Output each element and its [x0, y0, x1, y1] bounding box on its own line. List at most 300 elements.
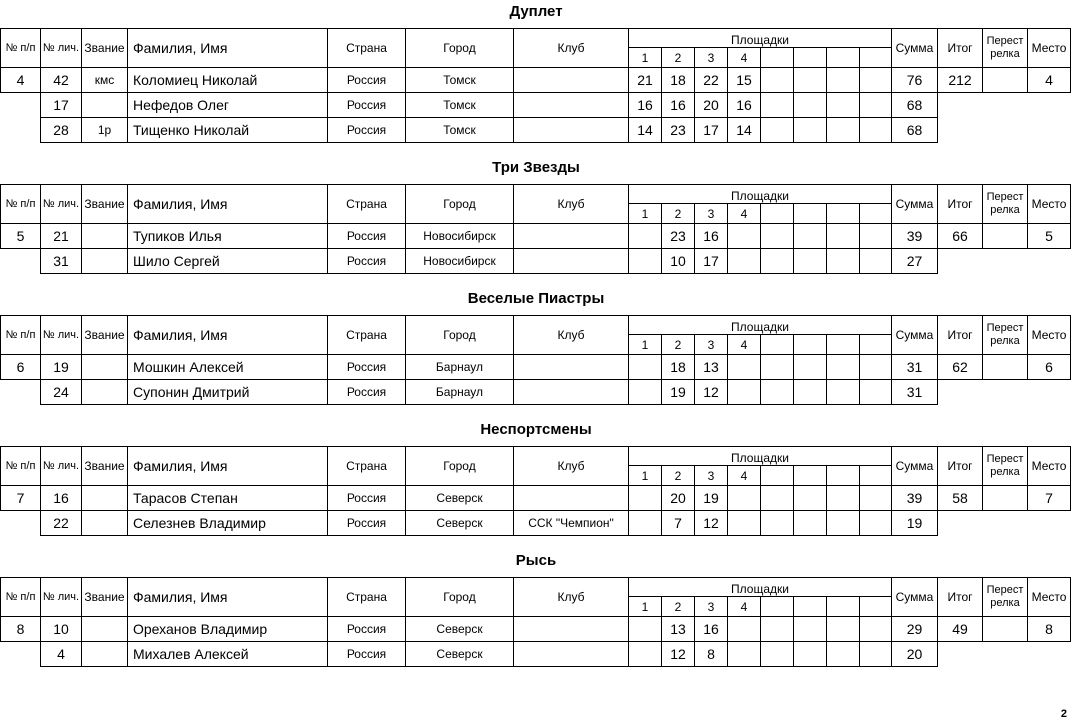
col-header-rank: Звание	[82, 578, 128, 617]
area-number	[860, 597, 892, 617]
empty-cell	[983, 511, 1028, 536]
player-club	[514, 249, 629, 274]
area-number: 4	[728, 466, 761, 486]
area-score	[794, 511, 827, 536]
player-rank	[82, 617, 128, 642]
area-score: 16	[695, 617, 728, 642]
area-score	[794, 617, 827, 642]
team-place: 8	[1028, 617, 1071, 642]
player-rank: 1р	[82, 118, 128, 143]
col-header-place: Место	[1028, 29, 1071, 68]
area-score	[728, 249, 761, 274]
player-row	[1, 118, 1071, 143]
col-header-lic: № лич.	[41, 447, 82, 486]
col-header-areas: Площадки	[629, 578, 892, 597]
col-header-name: Фамилия, Имя	[128, 29, 328, 68]
area-score	[827, 511, 860, 536]
area-score	[728, 380, 761, 405]
col-header-club: Клуб	[514, 29, 629, 68]
area-score	[860, 249, 892, 274]
player-club	[514, 68, 629, 93]
empty-cell	[1028, 118, 1071, 143]
team-reshoot	[983, 68, 1028, 93]
team-place: 7	[1028, 486, 1071, 511]
area-score	[761, 249, 794, 274]
player-row	[1, 224, 1071, 249]
col-header-total: Итог	[938, 316, 983, 355]
area-score	[794, 486, 827, 511]
area-number: 3	[695, 466, 728, 486]
empty-cell	[1, 642, 41, 667]
player-rank	[82, 249, 128, 274]
empty-cell	[1, 249, 41, 274]
area-score	[794, 93, 827, 118]
area-score	[860, 642, 892, 667]
player-sum: 68	[892, 118, 938, 143]
player-club	[514, 355, 629, 380]
area-score	[761, 642, 794, 667]
area-score	[629, 355, 662, 380]
area-score: 22	[695, 68, 728, 93]
player-country: Россия	[328, 93, 406, 118]
team-place: 6	[1028, 355, 1071, 380]
col-header-name: Фамилия, Имя	[128, 185, 328, 224]
area-score: 12	[695, 380, 728, 405]
area-score	[827, 93, 860, 118]
area-number	[794, 466, 827, 486]
area-score	[860, 68, 892, 93]
area-number: 4	[728, 597, 761, 617]
col-header-sum: Сумма	[892, 316, 938, 355]
area-number	[761, 48, 794, 68]
player-country: Россия	[328, 224, 406, 249]
area-score	[827, 224, 860, 249]
player-country: Россия	[328, 486, 406, 511]
player-license: 42	[41, 68, 82, 93]
area-score: 13	[662, 617, 695, 642]
team-reshoot	[983, 486, 1028, 511]
area-score	[827, 355, 860, 380]
col-header-name: Фамилия, Имя	[128, 578, 328, 617]
area-score: 16	[695, 224, 728, 249]
col-header-lic: № лич.	[41, 29, 82, 68]
player-club	[514, 642, 629, 667]
team-title: Рысь	[515, 552, 557, 569]
col-header-lic: № лич.	[41, 185, 82, 224]
empty-cell	[1, 380, 41, 405]
area-score	[794, 355, 827, 380]
empty-cell	[983, 642, 1028, 667]
area-number: 3	[695, 335, 728, 355]
col-header-num: № п/п	[1, 578, 41, 617]
team-number: 5	[1, 224, 41, 249]
player-row	[1, 380, 1071, 405]
area-score	[728, 224, 761, 249]
area-score	[794, 380, 827, 405]
col-header-areas: Площадки	[629, 316, 892, 335]
player-license: 22	[41, 511, 82, 536]
col-header-areas: Площадки	[629, 185, 892, 204]
area-score	[860, 511, 892, 536]
area-score	[827, 68, 860, 93]
empty-cell	[983, 93, 1028, 118]
col-header-areas: Площадки	[629, 29, 892, 48]
col-header-reshoot: Перест релка	[983, 29, 1028, 68]
player-row	[1, 617, 1071, 642]
player-name: Тищенко Николай	[128, 118, 328, 143]
area-score	[860, 355, 892, 380]
area-score: 16	[662, 93, 695, 118]
area-number	[761, 597, 794, 617]
team-results-table	[0, 28, 1071, 143]
player-name: Селезнев Владимир	[128, 511, 328, 536]
area-number: 2	[662, 48, 695, 68]
player-name: Нефедов Олег	[128, 93, 328, 118]
empty-cell	[983, 118, 1028, 143]
player-rank: кмс	[82, 68, 128, 93]
area-score	[761, 380, 794, 405]
player-sum: 39	[892, 224, 938, 249]
player-country: Россия	[328, 68, 406, 93]
player-row	[1, 93, 1071, 118]
empty-cell	[983, 380, 1028, 405]
col-header-place: Место	[1028, 316, 1071, 355]
col-header-country: Страна	[328, 578, 406, 617]
area-number: 4	[728, 48, 761, 68]
team-number: 4	[1, 68, 41, 93]
player-row	[1, 511, 1071, 536]
player-row	[1, 486, 1071, 511]
area-score	[860, 118, 892, 143]
player-city: Томск	[406, 118, 514, 143]
area-score: 7	[662, 511, 695, 536]
team-number: 6	[1, 355, 41, 380]
area-number	[827, 466, 860, 486]
team-total: 212	[938, 68, 983, 93]
team-title: Неспортсмены	[480, 421, 592, 438]
col-header-num: № п/п	[1, 185, 41, 224]
player-club	[514, 118, 629, 143]
area-number	[827, 597, 860, 617]
area-score	[860, 380, 892, 405]
area-score	[794, 118, 827, 143]
area-number	[827, 204, 860, 224]
area-score	[827, 249, 860, 274]
player-name: Тарасов Степан	[128, 486, 328, 511]
player-sum: 31	[892, 355, 938, 380]
area-score: 14	[728, 118, 761, 143]
empty-cell	[1028, 380, 1071, 405]
area-score: 23	[662, 118, 695, 143]
team-title: Дуплет	[509, 3, 563, 20]
col-header-reshoot: Перест релка	[983, 316, 1028, 355]
player-sum: 19	[892, 511, 938, 536]
area-score	[761, 224, 794, 249]
player-club	[514, 380, 629, 405]
empty-cell	[1, 118, 41, 143]
area-score	[827, 617, 860, 642]
player-city: Северск	[406, 486, 514, 511]
team-results-table	[0, 577, 1071, 667]
player-country: Россия	[328, 380, 406, 405]
player-name: Шило Сергей	[128, 249, 328, 274]
area-score	[827, 118, 860, 143]
col-header-country: Страна	[328, 29, 406, 68]
player-rank	[82, 642, 128, 667]
area-score	[728, 511, 761, 536]
page-number: 2	[1060, 708, 1067, 720]
area-score: 18	[662, 68, 695, 93]
area-number	[761, 204, 794, 224]
player-name: Тупиков Илья	[128, 224, 328, 249]
area-score	[761, 93, 794, 118]
empty-cell	[938, 118, 983, 143]
col-header-club: Клуб	[514, 447, 629, 486]
area-score: 21	[629, 68, 662, 93]
player-license: 10	[41, 617, 82, 642]
team-total: 58	[938, 486, 983, 511]
team-results-table	[0, 184, 1071, 274]
col-header-sum: Сумма	[892, 578, 938, 617]
area-number: 2	[662, 466, 695, 486]
col-header-num: № п/п	[1, 316, 41, 355]
area-number	[860, 335, 892, 355]
area-number	[794, 48, 827, 68]
col-header-sum: Сумма	[892, 447, 938, 486]
player-sum: 68	[892, 93, 938, 118]
player-club	[514, 486, 629, 511]
area-score: 20	[695, 93, 728, 118]
col-header-rank: Звание	[82, 316, 128, 355]
player-license: 21	[41, 224, 82, 249]
col-header-areas: Площадки	[629, 447, 892, 466]
area-score	[794, 642, 827, 667]
player-city: Северск	[406, 642, 514, 667]
team-number: 8	[1, 617, 41, 642]
player-country: Россия	[328, 511, 406, 536]
team-total: 66	[938, 224, 983, 249]
col-header-reshoot: Перест релка	[983, 578, 1028, 617]
empty-cell	[1028, 249, 1071, 274]
area-score	[761, 355, 794, 380]
area-score	[794, 68, 827, 93]
player-club	[514, 617, 629, 642]
col-header-num: № п/п	[1, 29, 41, 68]
area-score	[761, 617, 794, 642]
area-number: 4	[728, 204, 761, 224]
player-city: Барнаул	[406, 355, 514, 380]
area-score	[629, 224, 662, 249]
player-row	[1, 355, 1071, 380]
team-number: 7	[1, 486, 41, 511]
area-score: 12	[695, 511, 728, 536]
area-number	[827, 48, 860, 68]
team-results-table	[0, 315, 1071, 405]
area-score	[827, 380, 860, 405]
player-row	[1, 249, 1071, 274]
col-header-total: Итог	[938, 447, 983, 486]
area-number: 3	[695, 204, 728, 224]
team-title: Веселые Пиастры	[467, 290, 605, 307]
area-score	[728, 355, 761, 380]
area-number	[761, 335, 794, 355]
area-score	[827, 642, 860, 667]
empty-cell	[983, 249, 1028, 274]
player-city: Новосибирск	[406, 249, 514, 274]
col-header-club: Клуб	[514, 316, 629, 355]
area-score: 15	[728, 68, 761, 93]
area-score: 20	[662, 486, 695, 511]
area-score	[794, 224, 827, 249]
area-score	[629, 380, 662, 405]
player-sum: 29	[892, 617, 938, 642]
area-score: 13	[695, 355, 728, 380]
player-country: Россия	[328, 355, 406, 380]
col-header-place: Место	[1028, 447, 1071, 486]
col-header-reshoot: Перест релка	[983, 447, 1028, 486]
area-score	[827, 486, 860, 511]
col-header-name: Фамилия, Имя	[128, 316, 328, 355]
player-license: 4	[41, 642, 82, 667]
area-score	[860, 486, 892, 511]
player-row	[1, 68, 1071, 93]
col-header-club: Клуб	[514, 185, 629, 224]
col-header-total: Итог	[938, 185, 983, 224]
player-license: 16	[41, 486, 82, 511]
col-header-num: № п/п	[1, 447, 41, 486]
col-header-club: Клуб	[514, 578, 629, 617]
player-country: Россия	[328, 642, 406, 667]
player-license: 28	[41, 118, 82, 143]
area-score	[629, 249, 662, 274]
area-score	[761, 68, 794, 93]
col-header-name: Фамилия, Имя	[128, 447, 328, 486]
area-number	[794, 335, 827, 355]
team-place: 4	[1028, 68, 1071, 93]
player-sum: 27	[892, 249, 938, 274]
col-header-country: Страна	[328, 185, 406, 224]
team-total: 49	[938, 617, 983, 642]
player-city: Северск	[406, 617, 514, 642]
empty-cell	[1028, 642, 1071, 667]
area-number: 1	[629, 204, 662, 224]
area-score: 8	[695, 642, 728, 667]
area-number	[794, 597, 827, 617]
area-score: 19	[662, 380, 695, 405]
empty-cell	[938, 249, 983, 274]
col-header-country: Страна	[328, 447, 406, 486]
player-city: Томск	[406, 68, 514, 93]
player-rank	[82, 224, 128, 249]
area-score: 23	[662, 224, 695, 249]
area-score: 16	[728, 93, 761, 118]
player-license: 24	[41, 380, 82, 405]
area-score: 19	[695, 486, 728, 511]
col-header-reshoot: Перест релка	[983, 185, 1028, 224]
col-header-rank: Звание	[82, 447, 128, 486]
empty-cell	[938, 642, 983, 667]
player-rank	[82, 93, 128, 118]
area-score	[629, 511, 662, 536]
empty-cell	[1028, 93, 1071, 118]
empty-cell	[1028, 511, 1071, 536]
col-header-city: Город	[406, 578, 514, 617]
area-score	[728, 642, 761, 667]
col-header-sum: Сумма	[892, 29, 938, 68]
empty-cell	[1, 511, 41, 536]
player-country: Россия	[328, 118, 406, 143]
team-title: Три Звезды	[492, 159, 580, 176]
col-header-lic: № лич.	[41, 578, 82, 617]
player-sum: 39	[892, 486, 938, 511]
area-score: 16	[629, 93, 662, 118]
col-header-country: Страна	[328, 316, 406, 355]
player-sum: 20	[892, 642, 938, 667]
area-score	[761, 511, 794, 536]
col-header-rank: Звание	[82, 185, 128, 224]
player-rank	[82, 486, 128, 511]
player-name: Мошкин Алексей	[128, 355, 328, 380]
player-sum: 76	[892, 68, 938, 93]
area-score	[728, 486, 761, 511]
player-license: 17	[41, 93, 82, 118]
area-score	[629, 486, 662, 511]
player-license: 31	[41, 249, 82, 274]
player-country: Россия	[328, 617, 406, 642]
empty-cell	[1, 93, 41, 118]
col-header-city: Город	[406, 316, 514, 355]
team-reshoot	[983, 617, 1028, 642]
area-score: 10	[662, 249, 695, 274]
col-header-total: Итог	[938, 578, 983, 617]
col-header-city: Город	[406, 447, 514, 486]
area-number: 2	[662, 335, 695, 355]
area-number	[860, 48, 892, 68]
player-city: Барнаул	[406, 380, 514, 405]
player-name: Ореханов Владимир	[128, 617, 328, 642]
team-place: 5	[1028, 224, 1071, 249]
player-rank	[82, 355, 128, 380]
team-reshoot	[983, 224, 1028, 249]
player-name: Супонин Дмитрий	[128, 380, 328, 405]
area-number: 1	[629, 597, 662, 617]
area-score: 17	[695, 118, 728, 143]
empty-cell	[938, 511, 983, 536]
area-score	[728, 617, 761, 642]
player-club: ССК "Чемпион"	[514, 511, 629, 536]
team-total: 62	[938, 355, 983, 380]
player-rank	[82, 511, 128, 536]
area-score	[860, 617, 892, 642]
col-header-place: Место	[1028, 185, 1071, 224]
col-header-lic: № лич.	[41, 316, 82, 355]
area-number: 3	[695, 48, 728, 68]
empty-cell	[938, 380, 983, 405]
area-score: 18	[662, 355, 695, 380]
col-header-city: Город	[406, 185, 514, 224]
area-number: 2	[662, 204, 695, 224]
area-score	[761, 486, 794, 511]
col-header-sum: Сумма	[892, 185, 938, 224]
area-number	[860, 204, 892, 224]
area-score: 14	[629, 118, 662, 143]
area-score	[860, 93, 892, 118]
player-city: Новосибирск	[406, 224, 514, 249]
area-score	[629, 642, 662, 667]
area-score	[794, 249, 827, 274]
col-header-total: Итог	[938, 29, 983, 68]
area-number: 3	[695, 597, 728, 617]
